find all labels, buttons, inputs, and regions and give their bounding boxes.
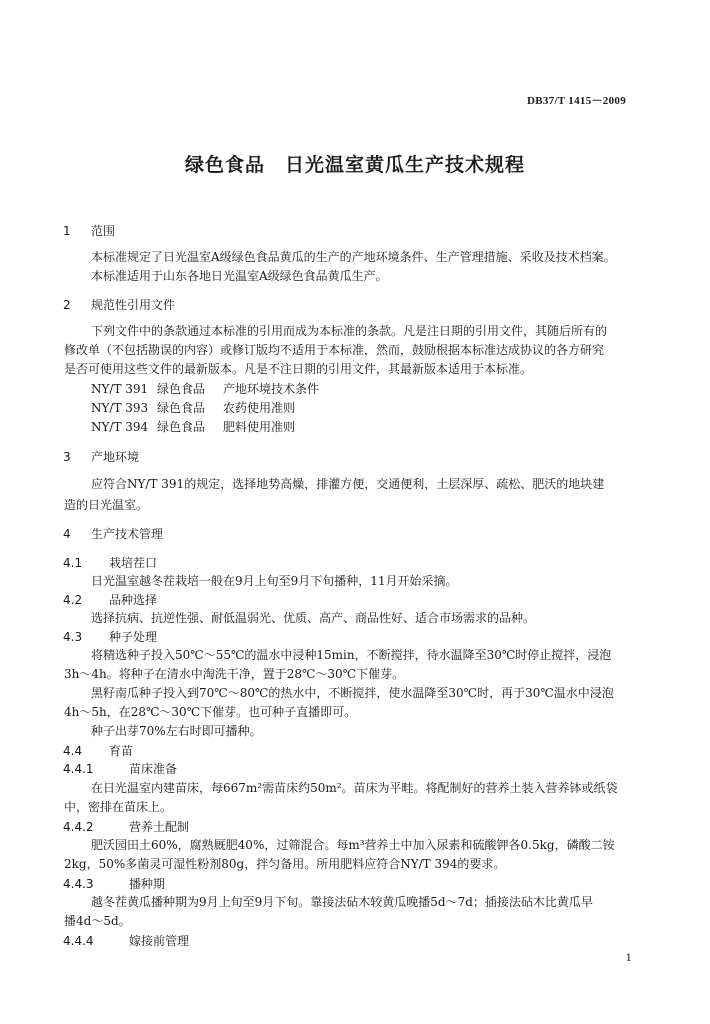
paragraph-line: 将精选种子投入50℃～55℃的温水中浸种15min，不断搅拌，待水温降至30℃时停止搅拌，浸泡 <box>91 648 612 662</box>
standard-number: DB37/T 1415－2009 <box>526 95 626 107</box>
section-title: 规范性引用文件 <box>91 298 176 312</box>
section-number: 4 <box>63 527 71 541</box>
subsubsection-title: 苗床准备 <box>129 762 178 776</box>
subsection-number: 4.4 <box>63 744 83 758</box>
subsection-number: 4.2 <box>63 593 83 607</box>
paragraph-line: 黑籽南瓜种子投入到70℃～80℃的热水中，不断搅拌，使水温降至30℃时，再于30℃温水中浸泡 <box>91 686 614 700</box>
paragraph-line: 在日光温室内建苗床，每667m²需苗床约50m²。苗床为平畦。将配制好的营养土装入营养钵或纸袋 <box>91 781 618 795</box>
section-number: 3 <box>63 450 71 464</box>
paragraph-line: 造的日光温室。 <box>64 498 149 512</box>
subsubsection-title: 营养土配制 <box>129 820 190 834</box>
paragraph-line: 种子出芽70%左右时即可播种。 <box>91 724 262 738</box>
subsubsection-number: 4.4.1 <box>63 762 94 776</box>
subsection-heading <box>63 554 157 571</box>
reference-item <box>91 399 295 416</box>
section-heading <box>63 296 175 313</box>
reference-item <box>91 418 295 435</box>
paragraph-line: 选择抗病、抗逆性强、耐低温弱光、优质、高产、商品性好、适合市场需求的品种。 <box>91 611 536 625</box>
subsection-heading <box>63 742 133 759</box>
paragraph-line: 日光温室越冬茬栽培一般在9月上旬至9月下旬播种，11月开始采摘。 <box>91 574 458 588</box>
subsubsection-number: 4.4.3 <box>63 877 94 891</box>
subsubsection-number: 4.4.4 <box>63 934 94 948</box>
reference-name: 产地环境技术条件 <box>223 382 320 396</box>
reference-group: 绿色食品 <box>157 401 206 415</box>
subsection-heading <box>63 628 157 645</box>
paragraph-line: 4h～5h，在28℃～30℃下催芽。也可种子直播即可。 <box>64 705 357 719</box>
subsection-title: 种子处理 <box>109 630 158 644</box>
paragraph-line: 下列文件中的条款通过本标准的引用而成为本标准的条款。凡是注日期的引用文件，其随后所有的 <box>91 324 608 338</box>
subsection-title: 栽培茬口 <box>109 556 158 570</box>
paragraph-line: 2kg，50%多菌灵可湿性粉剂80g，拌匀备用。所用肥料应符合NY/T 394的要求。 <box>64 857 506 871</box>
subsubsection-heading <box>63 818 189 835</box>
section-title: 生产技术管理 <box>91 527 164 541</box>
paragraph-line: 中，密排在苗床上。 <box>64 800 173 814</box>
paragraph-line: 应符合NY/T 391的规定，选择地势高燥，排灌方便，交通便利，土层深厚、疏松、肥沃的地块建 <box>91 477 605 491</box>
subsubsection-number: 4.4.2 <box>63 820 94 834</box>
subsubsection-title: 嫁接前管理 <box>129 934 190 948</box>
section-title: 产地环境 <box>91 450 140 464</box>
subsection-number: 4.3 <box>63 630 83 644</box>
paragraph-line: 播4d～5d。 <box>64 914 131 928</box>
paragraph-line: 是否可使用这些文件的最新版本。凡是不注日期的引用文件，其最新版本适用于本标准。 <box>64 362 533 376</box>
paragraph-line: 修改单（不包括勘误的内容）或修订版均不适用于本标准，然而，鼓励根据本标准达成协议的各方研究 <box>64 343 605 357</box>
section-heading <box>63 222 115 239</box>
subsection-number: 4.1 <box>63 556 83 570</box>
reference-code: NY/T 391 <box>91 382 149 396</box>
paragraph-line: 本标准适用于山东各地日光温室A级绿色食品黄瓜生产。 <box>91 269 388 283</box>
reference-item <box>91 380 319 397</box>
paragraph-line: 3h～4h。将种子在清水中淘洗干净，置于28℃～30℃下催芽。 <box>64 667 405 681</box>
paragraph-line: 肥沃园田土60%，腐熟厩肥40%，过筛混合。每m³营养土中加入尿素和硫酸钾各0.5kg，磷酸二铵 <box>91 838 615 852</box>
section-number: 2 <box>63 298 71 312</box>
section-heading <box>63 448 139 465</box>
subsection-title: 育苗 <box>109 744 134 758</box>
reference-name: 农药使用准则 <box>223 401 296 415</box>
document-title: 绿色食品 日光温室黄瓜生产技术规程 <box>184 154 525 176</box>
paragraph-line: 越冬茬黄瓜播种期为9月上旬至9月下旬。靠接法砧木较黄瓜晚播5d～7d；插接法砧木比黄瓜早 <box>91 895 593 909</box>
section-title: 范围 <box>91 224 116 238</box>
reference-group: 绿色食品 <box>157 382 206 396</box>
subsection-title: 品种选择 <box>109 593 158 607</box>
reference-code: NY/T 393 <box>91 401 149 415</box>
subsubsection-heading <box>63 875 165 892</box>
subsubsection-heading <box>63 932 189 949</box>
page-number: 1 <box>625 953 632 964</box>
subsection-heading <box>63 591 157 608</box>
reference-group: 绿色食品 <box>157 420 206 434</box>
reference-name: 肥料使用准则 <box>223 420 296 434</box>
section-heading <box>63 525 163 542</box>
subsubsection-heading <box>63 760 177 777</box>
section-number: 1 <box>63 224 71 238</box>
paragraph-line: 本标准规定了日光温室A级绿色食品黄瓜的生产的产地环境条件、生产管理措施、采收及技术档案。 <box>91 250 616 264</box>
subsubsection-title: 播种期 <box>129 877 166 891</box>
reference-code: NY/T 394 <box>91 420 149 434</box>
